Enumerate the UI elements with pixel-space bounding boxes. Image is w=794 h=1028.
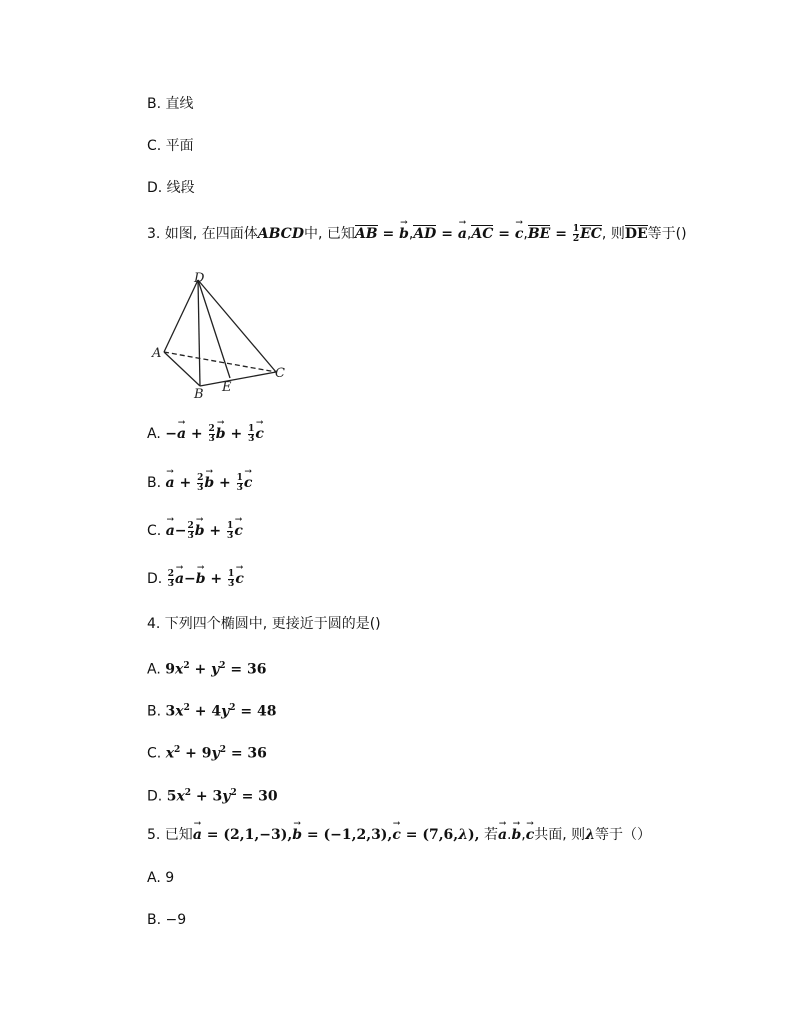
label-b: B — [194, 387, 204, 400]
edge-dc — [198, 280, 276, 372]
q4-stem: 4. 下列四个椭圆中, 更接近于圆的是() — [147, 616, 381, 632]
q4-option-b: B. $3x^2 + 4y^2 = 48$ — [147, 703, 277, 720]
edge-bc — [200, 372, 276, 386]
edge-ab — [164, 352, 200, 386]
q2-option-d: D. 线段 — [147, 180, 195, 196]
q3-option-a: A. −a → + $\frac{2}{3}$ b → + $\frac{1}{3}$ c → — [147, 424, 264, 444]
q5-stem: 5. 已知a → = (2,1,−3),b → = (−1,2,3),c → = (7,6,λ), 若a →.b →,c →共面, 则λ等于（） — [147, 825, 651, 845]
edge-da — [164, 280, 198, 352]
q3-option-c: C. a →− $\frac{2}{3}$ b → + $\frac{1}{3}$ c → — [147, 521, 243, 541]
edge-db — [198, 280, 200, 386]
q3-option-b: B. a → + $\frac{2}{3}$ b → + $\frac{1}{3}$ c → — [147, 473, 252, 493]
q4-option-d: D. $5x^2 + 3y^2 = 30$ — [147, 788, 278, 805]
q2-option-c: C. 平面 — [147, 138, 194, 154]
q4-option-c: C. $x^2 + 9y^2 = 36$ — [147, 745, 267, 762]
q4-option-a: A. $9x^2 + y^2 = 36$ — [147, 661, 267, 678]
edge-ac-hidden — [164, 352, 276, 372]
q3-stem: 3. 如图, 在四面体ABCD中, 已知AB = b →,AD = a →,AC = c →,BE = $\frac{1}{2}$ EC, 则DE等于() — [147, 224, 687, 244]
label-a: A — [152, 346, 162, 361]
tetrahedron-figure — [150, 268, 290, 400]
label-c: C — [275, 366, 285, 381]
fraction-one-half: $\frac{1}{2}$ — [572, 223, 580, 244]
q2-option-b: B. 直线 — [147, 96, 194, 112]
label-e: E — [222, 380, 232, 395]
q5-option-b: B. −9 — [147, 912, 187, 928]
label-d: D — [194, 271, 205, 286]
edge-de — [198, 280, 230, 378]
q3-option-d: D. $\frac{2}{3}$ a →−b → + $\frac{1}{3}$ c → — [147, 569, 244, 589]
q5-option-a: A. 9 — [147, 870, 175, 886]
